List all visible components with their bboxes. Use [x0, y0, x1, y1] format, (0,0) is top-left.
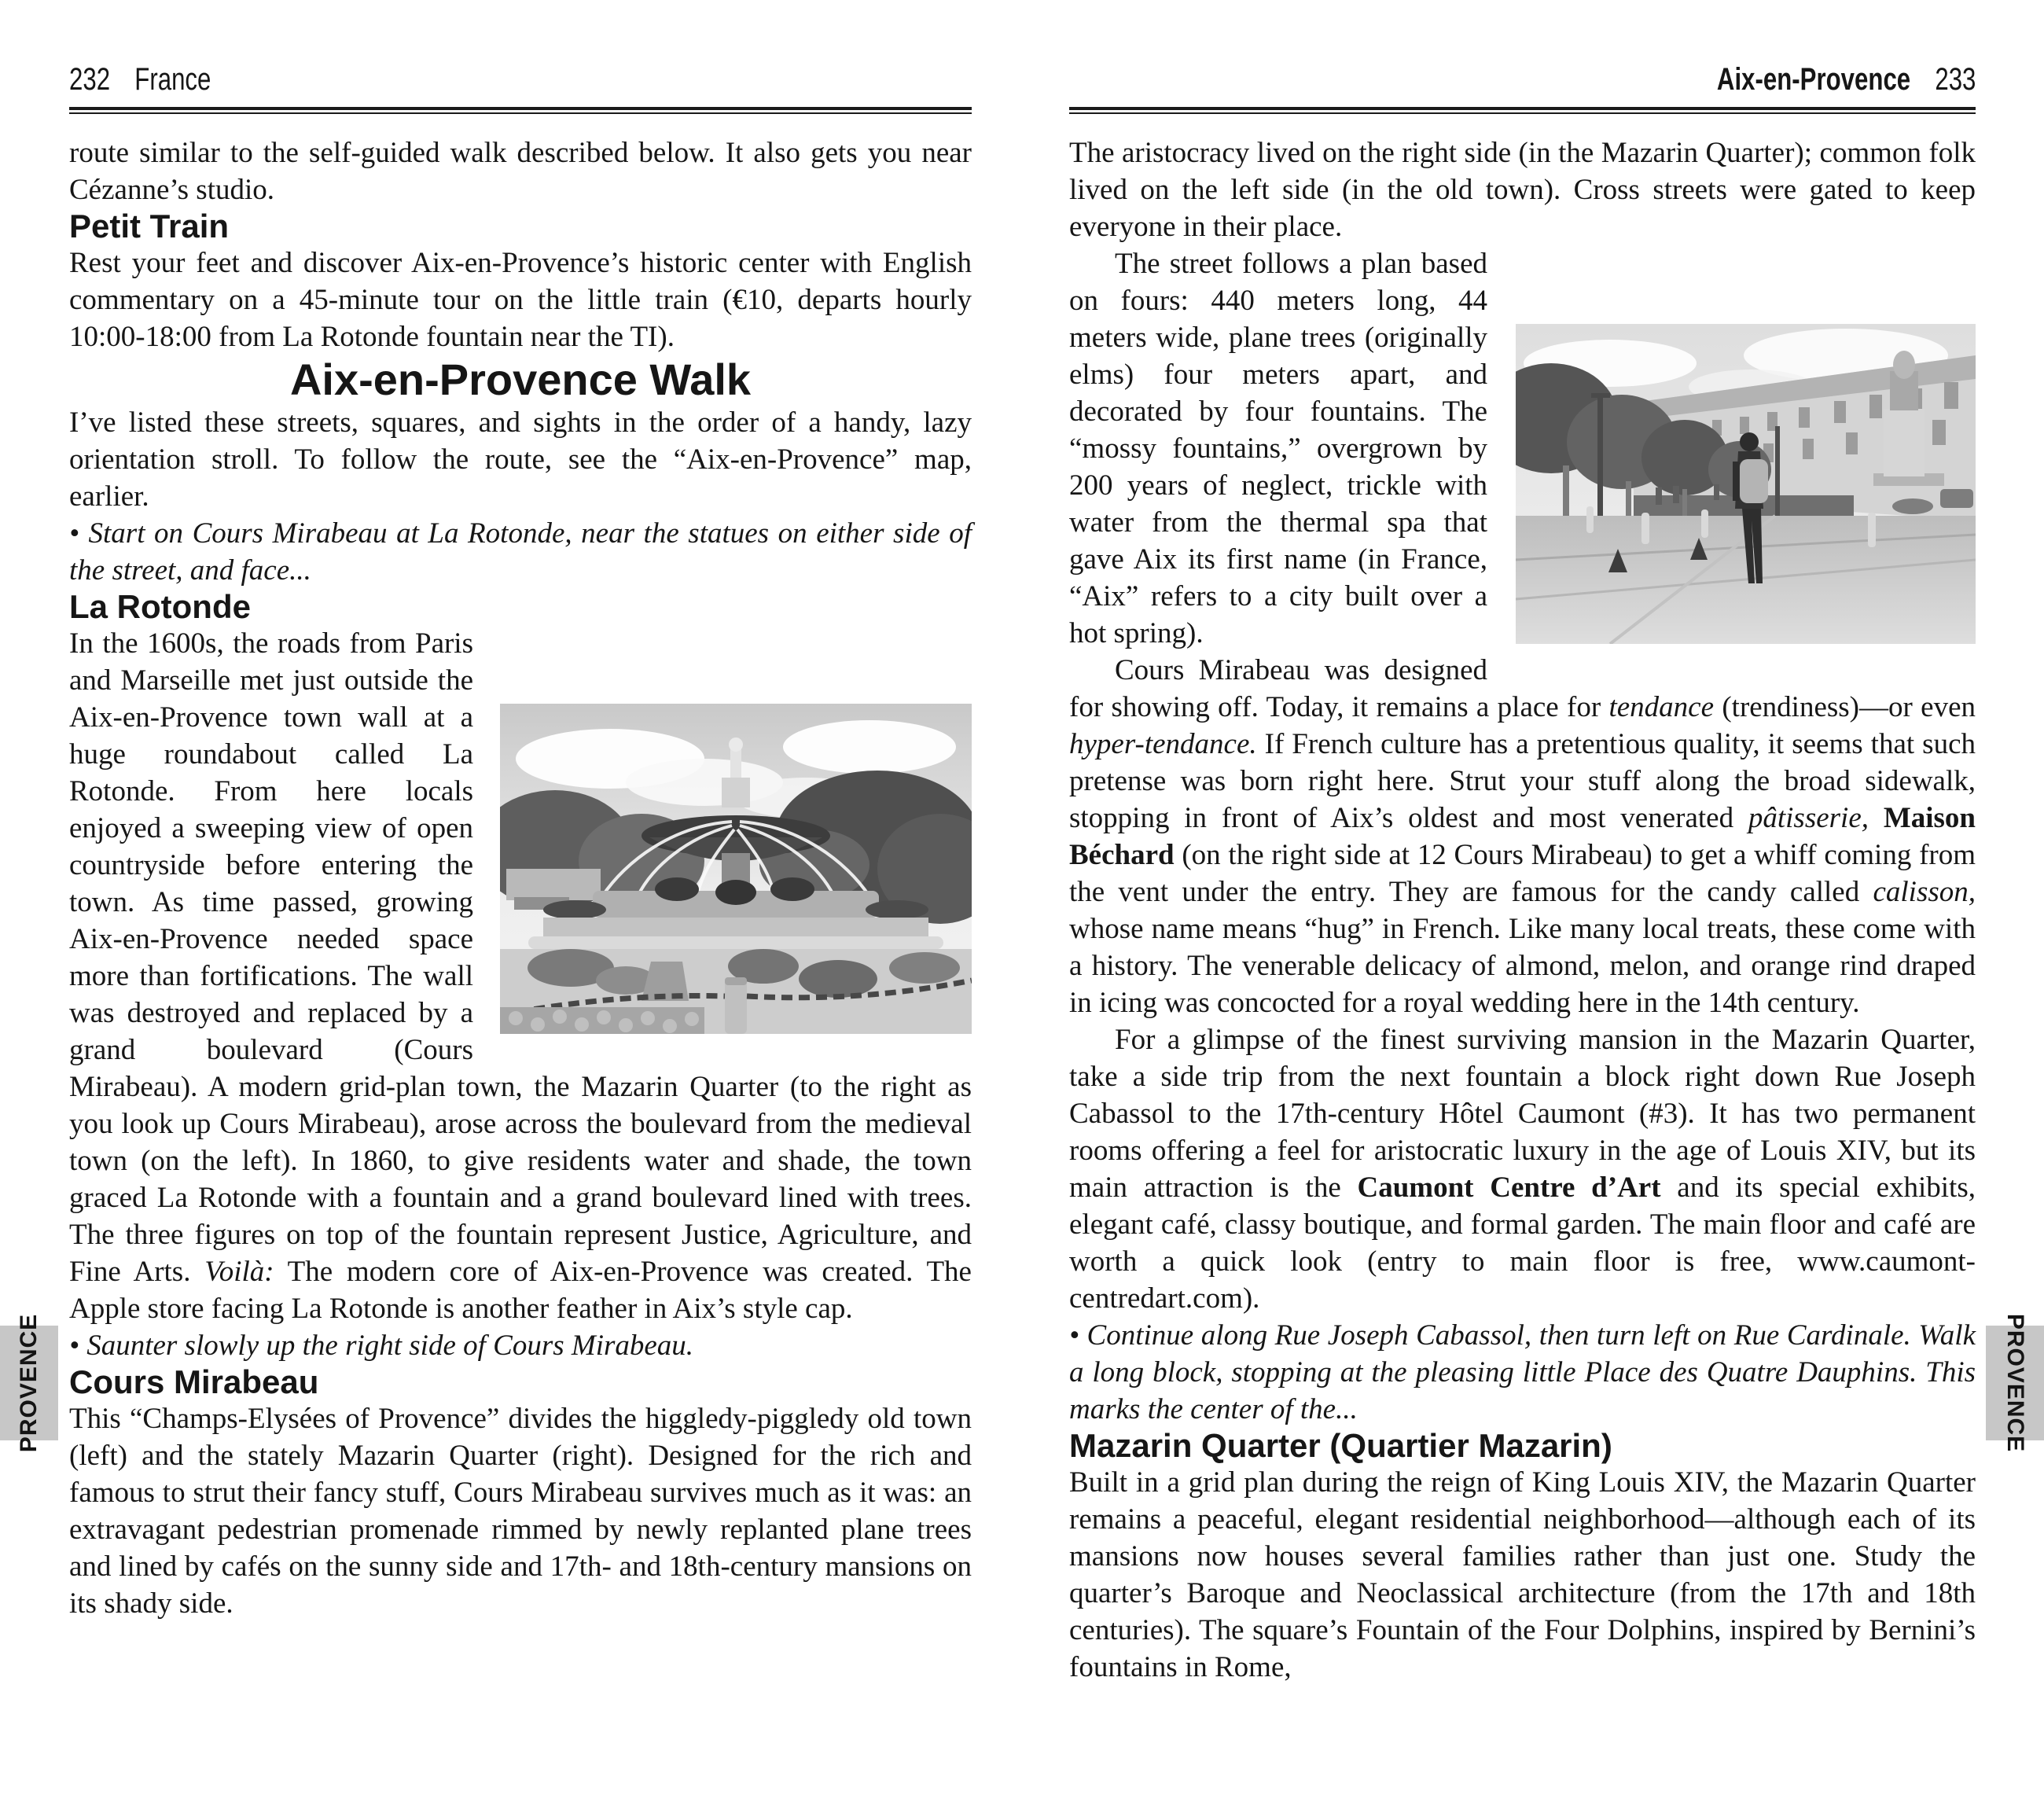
heading-la-rotonde: La Rotonde: [69, 588, 251, 625]
text-run: The street follows a plan based on fours: 440 meters long, 44 meters wide, plane trees (originally elms) four meters apart, and decorated by four fountains. The “mossy fountains,” overgrown by 200 years of neglect, trickle with water from the thermal spa that gave Aix its first name (in France, “Aix” refers to a city built over a hot spring).: [1069, 248, 1487, 649]
walk-intro-paragraph: [69, 404, 972, 515]
text-run: calisson,: [1873, 876, 1976, 908]
text-run: [1869, 802, 1884, 834]
petit-train-paragraph: [69, 245, 972, 355]
left-page-body: [69, 134, 972, 1622]
la-rotonde-fountain-photo: [500, 704, 972, 1034]
text-run: Built in a grid plan during the reign of King Louis XIV, the Mazarin Quarter remains a peaceful, elegant residential neighborhood—although each of its mansions now houses several families rather than just one. Study the quarter’s Baroque and Neoclassical architecture (from the 17th and 18th centuries). The square’s Fountain of the Four Dolphins, inspired by Bernini’s fountains in Rome,: [1069, 1466, 1976, 1683]
text-run: For a glimpse of the finest surviving mansion in the Mazarin Quarter, take a side trip from the next fountain a block right down Rue Joseph Cabassol to the 17th-century Hôtel Caumont (#3). It has two permanent rooms offering a feel for aristocratic luxury in the age of Louis XIV, but its main attraction is the: [1069, 1024, 1976, 1204]
text-run: (trendiness)—or even: [1714, 691, 1976, 723]
continue-note: [1069, 1317, 1976, 1428]
street-plan-paragraph: [1069, 245, 1976, 652]
text-run: Voilà:: [204, 1256, 274, 1288]
page-233: [1069, 58, 1976, 1686]
aristocracy-paragraph: [1069, 134, 1976, 245]
provence-tab-label: PROVENCE: [2002, 1313, 2028, 1453]
text-run: and its special exhibits, elegant café, classy boutique, and formal garden. The main floor and café are worth a quick look (entry to main floor is free, www.caumont-centredart.com).: [1069, 1171, 1976, 1315]
saunter-note: [69, 1327, 972, 1364]
text-run: This “Champs-Elysées of Provence” divides the higgledy-piggledy old town (left) and the stately Mazarin Quarter (right). Designed for the rich and famous to strut their fancy stuff, Cours Mirabeau survives much as it was: an extravagant pedestrian promenade rimmed by newly replanted plane trees and lined by cafés on the sunny side and 17th- and 18th-century mansions on its shady side.: [69, 1403, 972, 1620]
provence-section-tab-right: [1986, 1313, 2044, 1453]
text-run: The modern core of Aix-en-Provence was created. The Apple store facing La Rotonde is another feather in Aix’s style cap.: [69, 1256, 972, 1325]
text-run: I’ve listed these streets, squares, and sights in the order of a handy, lazy orientation stroll. To follow the route, see the “Aix-en-Provence” map, earlier.: [69, 406, 972, 513]
heading-cours-mirabeau: Cours Mirabeau: [69, 1363, 319, 1400]
cours-design-paragraph: [1069, 652, 1976, 1021]
heading-petit-train: Petit Train: [69, 208, 230, 245]
text-run: tendance: [1608, 691, 1715, 723]
text-run: The aristocracy lived on the right side (in the Mazarin Quarter); common folk lived on the left side (in the old town). Cross streets were gated to keep everyone in their place.: [1069, 137, 1976, 243]
heading-mazarin-quarter: Mazarin Quarter (Quartier Mazarin): [1069, 1427, 1612, 1464]
page-232: [69, 58, 972, 1622]
text-run: route similar to the self-guided walk described below. It also gets you near Cézanne’s studio.: [69, 137, 972, 206]
text-run: (on the right side at 12 Cours Mirabeau) to get a whiff coming from the vent under the entry. They are famous for the candy called: [1069, 839, 1976, 908]
text-run: In the 1600s, the roads from Paris and Marseille met just outside the Aix-en-Provence town wall at a huge roundabout called La Rotonde. From here locals enjoyed a sweeping view of open countryside before entering the town. As time passed, growing Aix-en-Provence needed space more than fortifications. The wall was destroyed and replaced by a grand boulevard (Cours Mirabeau). A modern grid-plan town, the Mazarin Quarter (to the right as you look up Cours Mirabeau), arose across the boulevard from the medieval town (on the left). In 1860, to give residents water and shade, the town graced La Rotonde with a fountain and a grand boulevard lined with trees. The three figures on top of the fountain represent Justice, Agriculture, and Fine Arts.: [69, 627, 972, 1288]
running-head-title: Aix-en-Provence: [1716, 62, 1910, 97]
provence-section-tab-left: [0, 1313, 58, 1453]
walk-start-note: [69, 515, 972, 589]
running-head-title: France: [134, 62, 211, 97]
running-head-right: [1069, 58, 1976, 97]
text-run: Caumont Centre d’Art: [1357, 1171, 1661, 1204]
caumont-paragraph: [1069, 1021, 1976, 1317]
cours-mirabeau-paragraph: [69, 1400, 972, 1622]
text-run: Rest your feet and discover Aix-en-Provence’s historic center with English commentary on a 45-minute tour on the little train (€10, departs hourly 10:00-18:00 from La Rotonde fountain near the TI).: [69, 247, 972, 353]
mazarin-paragraph: [1069, 1464, 1976, 1686]
page-number: 232: [69, 62, 111, 97]
text-run: pâtisserie,: [1748, 802, 1869, 834]
text-run: • Start on Cours Mirabeau at La Rotonde, near the statues on either side of the street, and face...: [69, 517, 972, 587]
intro-paragraph: [69, 134, 972, 208]
header-rule: [1069, 107, 1976, 114]
text-run: • Saunter slowly up the right side of Cours Mirabeau.: [69, 1330, 694, 1362]
running-head-left: [69, 58, 972, 97]
text-run: • Continue along Rue Joseph Cabassol, then turn left on Rue Cardinale. Walk a long block, stopping at the pleasing little Place des Quatre Dauphins. This marks the center of the...: [1069, 1319, 1976, 1425]
cours-mirabeau-street-photo: [1516, 324, 1976, 644]
provence-tab-label: PROVENCE: [16, 1313, 42, 1453]
text-run: If French culture has a pretentious quality, it seems that such pretense was born right here. Strut your stuff along the broad sidewalk, stopping in front of Aix’s oldest and most venerated: [1069, 728, 1976, 834]
header-rule: [69, 107, 972, 114]
text-run: Maison Béchard: [1069, 802, 1976, 871]
text-run: hyper-tendance.: [1069, 728, 1257, 760]
right-page-body: [1069, 134, 1976, 1686]
text-run: Cours Mirabeau was designed for showing off. Today, it remains a place for: [1069, 654, 1609, 723]
walk-title: Aix-en-Provence Walk: [289, 355, 752, 404]
text-run: whose name means “hug” in French. Like many local treats, these come with a history. The venerable delicacy of almond, melon, and orange rind draped in icing was concocted for a royal wedding here in the 14th century.: [1069, 913, 1976, 1019]
page-number: 233: [1934, 62, 1976, 97]
la-rotonde-paragraph: [69, 625, 972, 1327]
